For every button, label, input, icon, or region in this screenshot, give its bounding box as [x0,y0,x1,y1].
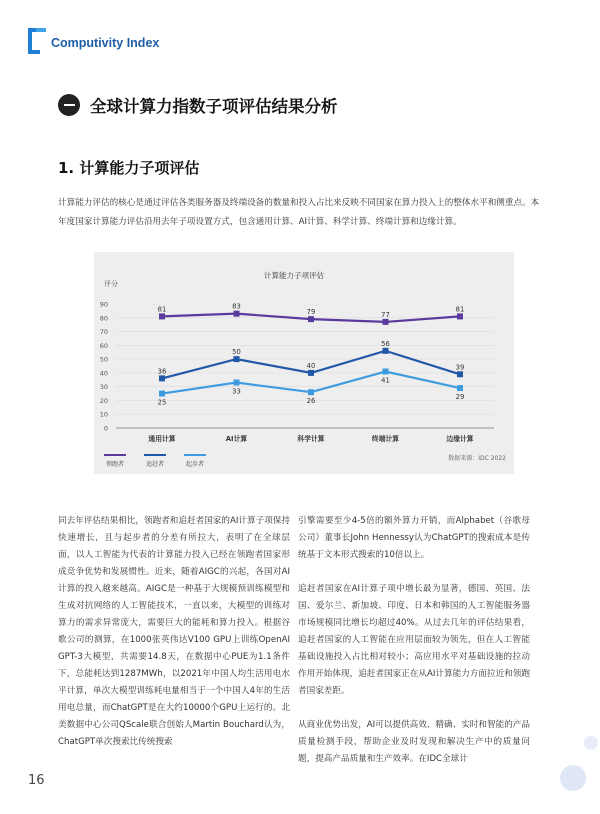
left-column [58,513,290,768]
right-paragraph-1: 引擎需要至少4-5倍的额外算力开销，而Alphabet（谷歌母公司）董事长John Hennessy认为ChatGPT的搜索成本是传统基于文本形式搜索的10倍以上。 [298,516,530,560]
y-tick-label: 50 [99,355,108,364]
x-tick-label: 科学计算 [297,435,325,443]
data-label: 81 [455,305,465,314]
chart-svg [94,252,514,474]
data-label: 33 [232,387,241,396]
y-tick-label: 90 [99,300,108,309]
legend-label: 领跑者 [106,461,125,468]
y-tick-label: 30 [99,383,108,392]
right-column [298,513,530,785]
data-label: 25 [157,398,167,407]
y-tick-label: 0 [103,424,108,433]
data-point [383,319,389,325]
intro-paragraph: 计算能力评估的核心是通过评估各类服务器及终端设备的数量和投入占比来反映不同国家在算力投入上的整体水平和侧重点。本年度国家计算能力评估沿用去年子项设置方式，包含通用计算、AI计算、科学计算、终端计算和边缘计算。 [58,198,540,227]
x-tick-label: 终端计算 [371,435,400,443]
y-tick-label: 10 [99,410,108,419]
data-point [159,375,165,381]
x-tick-label: AI计算 [225,435,248,443]
data-label: 77 [381,310,390,319]
y-tick-label: 20 [99,396,108,405]
data-point [308,389,314,395]
x-tick-label: 边缘计算 [446,435,474,443]
data-point [308,316,314,322]
y-tick-label: 70 [99,328,108,337]
report-logo [26,28,186,56]
y-axis-label: 评分 [104,280,118,288]
decorative-circle [584,736,598,750]
y-tick-label: 60 [99,341,108,350]
data-label: 36 [157,367,167,376]
data-label: 56 [381,339,390,348]
legend-label: 追赶者 [146,461,165,468]
right-paragraph-2: 追赶者国家在AI计算子项中增长最为显著，德国、英国、法国、爱尔兰、新加坡、印度、日本和韩国的人工智能服务器市场规模同比增长均超过40%。从过去几年的评估结果看，追赶者国家的人工智能在应用层面较为领先，但在人工智能基础设施投入占比相对较小；高应用水平对基础设施的拉动作用开始体现，追赶者国家正在从AI计算能力方面拉近和领跑者国家差距。 [298,584,530,696]
section-title: 全球计算力指数子项评估结果分析 [90,97,338,116]
data-label: 40 [306,361,316,370]
data-label: 83 [232,302,241,311]
right-paragraph-3: 从商业优势出发，AI可以提供高效、精确、实时和智能的产品质量检测手段，帮助企业及时发现和解决生产中的质量问题，提高产品质量和生产效率。在IDC全球计 [298,720,530,764]
data-label: 39 [455,363,465,372]
chart-title: 计算能力子项评估 [264,271,324,280]
data-label: 29 [455,393,465,402]
line-chart [94,252,514,474]
data-label: 26 [306,397,316,406]
data-point [308,370,314,376]
minus-badge-icon [58,94,80,116]
x-tick-label: 通用计算 [148,435,176,443]
data-point [234,356,240,362]
decorative-circle [560,765,586,791]
data-point [457,313,463,319]
data-label: 81 [157,305,167,314]
data-point [234,380,240,386]
data-point [457,371,463,377]
y-tick-label: 80 [99,314,108,323]
section-heading [58,92,338,118]
data-label: 41 [381,376,390,385]
data-point [159,391,165,397]
data-point [383,348,389,354]
data-label: 79 [306,308,316,317]
data-point [159,313,165,319]
data-label: 50 [232,348,241,357]
data-point [383,369,389,375]
logo-bracket-icon [26,28,48,54]
y-tick-label: 40 [99,369,108,378]
data-point [234,311,240,317]
page-number: 16 [28,773,45,788]
chart-source: 数据来源：IDC 2022 [448,455,506,462]
subsection-title: 1. 计算能力子项评估 [58,159,200,177]
left-paragraph-1: 同去年评估结果相比，领跑者和追赶者国家的AI计算子项保持快速增长，且与起步者的分差有所拉大，表明了在全球层面，以人工智能为代表的计算能力投入已经在领跑者国家形成竞争优势和发展惯性。近来，随着AIGC的兴起，各国对AI计算的投入越来越高。AIGC是一种基于大规模预训练模型和生成对抗网络的人工智能技术，一直以来，大模型的训练对算力的需求异常庞大，需要巨大的能耗和算力投入。根据谷歌公司的测算，在1000张英伟达V100 GPU上训练OpenAI GPT-3大模型，共需要14.8天，在数据中心PUE为1.1条件下，总能耗达到1287MWh，以2021年中国人均生活用电水平计算，单次大模型训练耗电量相当于一个中国人4年的生活用电总量，而ChatGPT是在大约10000个GPU上运行的。北美数据中心公司QScale联合创始人Martin Bouchard认为，ChatGPT单次搜索比传统搜索 [58,516,290,747]
logo-text: Computivity Index [51,36,160,50]
data-point [457,385,463,391]
legend-label: 起步者 [186,461,205,468]
